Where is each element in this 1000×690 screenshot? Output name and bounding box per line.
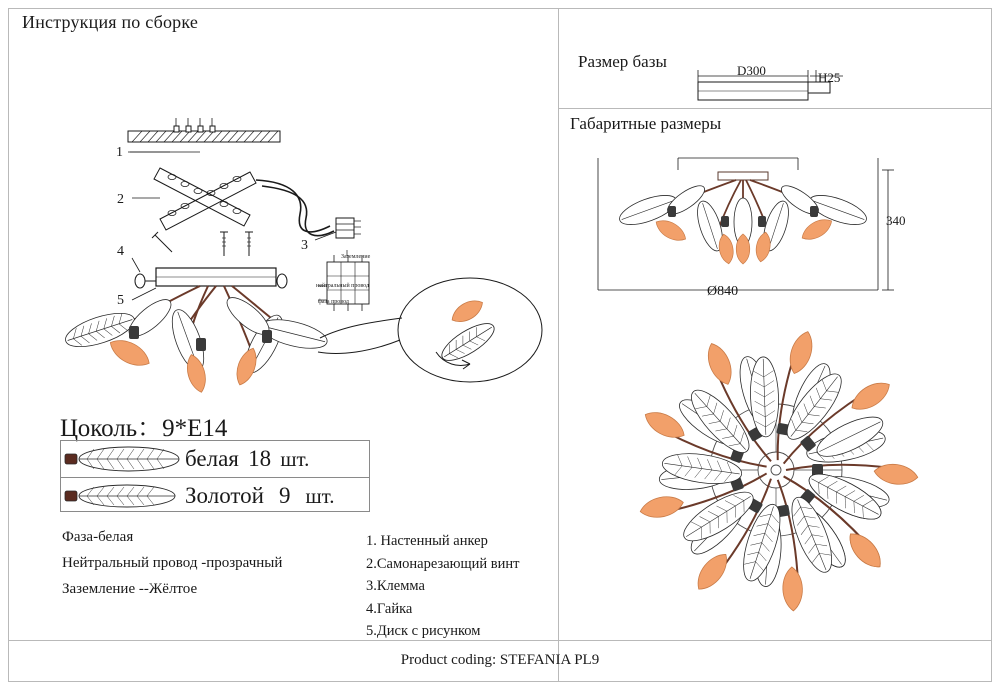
wiring-legend [62, 524, 282, 602]
terminal-label-neutral: нейтральный провод [316, 283, 370, 289]
list-item: 1. Настенный анкер [366, 533, 488, 549]
product-code: Product coding: STEFANIA PL9 [400, 652, 600, 668]
gold-lamp-qty: 9 [278, 482, 291, 508]
list-item: 4.Гайка [366, 600, 413, 617]
lamp-quantity-table [60, 440, 370, 512]
dim-base-height: H25 [818, 70, 841, 85]
detail-callout-bubble [318, 278, 542, 382]
cross-bracket [132, 168, 256, 256]
wiring-line-neutral: Нейтральный провод -прозрачный [62, 555, 283, 571]
white-lamp-qty: 18 [248, 446, 272, 471]
list-item: 5.Диск с рисунком [366, 623, 481, 639]
dim-fixture-height: 340 [886, 213, 906, 228]
dim-base-diameter: D300 [737, 63, 766, 78]
list-item: 2.Самонарезающий винт [366, 555, 520, 572]
section-label-overall-dims: Габаритные размеры [570, 114, 722, 133]
page-title: Инструкция по сборке [22, 12, 199, 32]
list-item: 3.Клемма [366, 578, 425, 594]
gold-lamp-color: Золотой [185, 482, 264, 508]
overall-dimensions-drawing [558, 130, 992, 310]
horizontal-divider-top [558, 108, 992, 109]
white-lamp-color: белая [185, 446, 239, 471]
table-row [61, 441, 369, 477]
socket-type-title: Цоколь：9*E14 [60, 415, 228, 442]
dim-fixture-diameter: Ø840 [707, 284, 739, 299]
table-row [61, 477, 369, 513]
callout-3: 3 [301, 238, 308, 253]
wiring-line-ground: Заземление --Жёлтое [62, 581, 198, 597]
callout-1: 1 [116, 145, 123, 160]
callout-5: 5 [117, 293, 124, 308]
gold-lamp-unit: шт. [305, 483, 335, 508]
base-size-drawing [558, 8, 992, 108]
parts-list [366, 530, 519, 643]
section-label-base-size: Размер базы [578, 52, 667, 71]
wiring-line-phase: Фаза-белая [62, 529, 134, 545]
terminal-connector [336, 218, 361, 238]
fixture-front-view [62, 286, 330, 394]
terminal-label-phase: фаза провод [318, 299, 349, 305]
gold-lamp-icon [61, 479, 185, 513]
fixture-top-view [570, 310, 982, 630]
terminal-label-ground: Заземление [341, 254, 371, 260]
callout-4: 4 [117, 244, 124, 259]
callout-2: 2 [117, 192, 124, 207]
mounting-assembly-diagram [0, 0, 560, 410]
white-lamp-unit: шт. [280, 447, 310, 471]
ceiling-anchor-bar [128, 118, 280, 152]
white-lamp-icon [61, 442, 185, 476]
white-lamp-row-text [185, 446, 309, 472]
gold-lamp-row-text [185, 483, 334, 509]
